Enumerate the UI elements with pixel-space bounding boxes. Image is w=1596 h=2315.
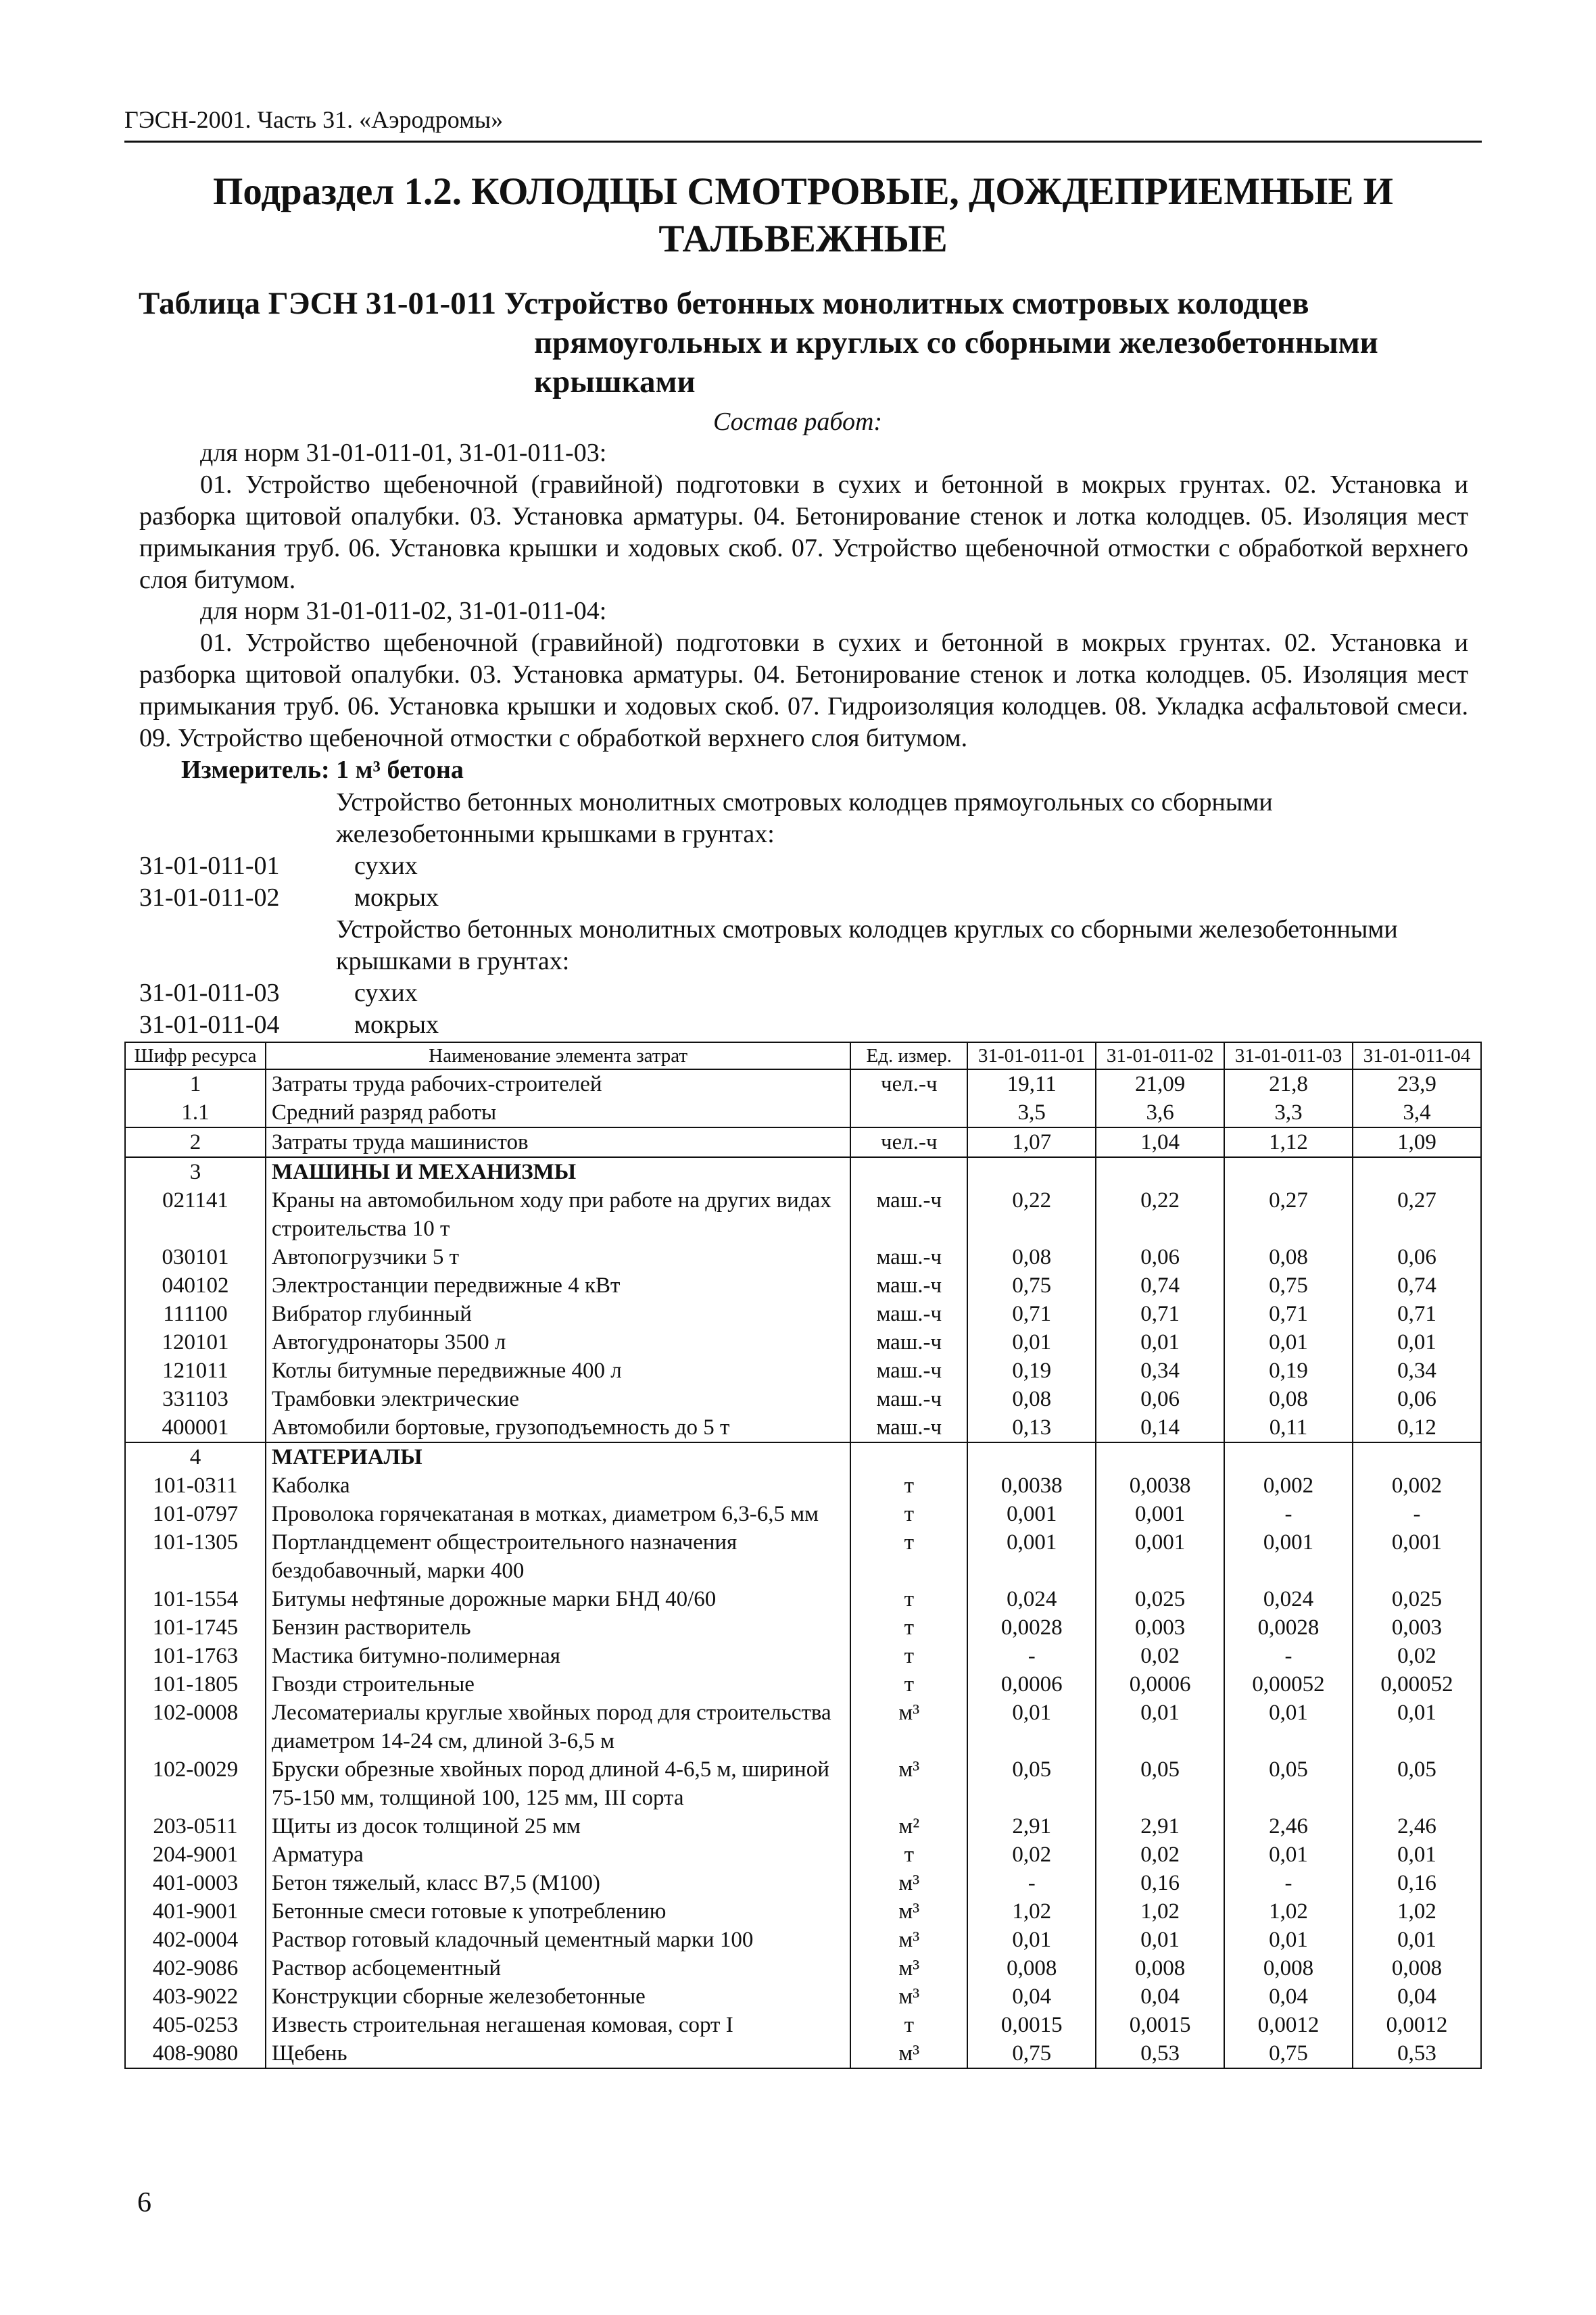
table-row xyxy=(125,1926,1481,1954)
norm-value: 0,27 xyxy=(1353,1186,1481,1243)
norm-value: 0,75 xyxy=(967,2039,1096,2068)
norm-value: 0,71 xyxy=(1224,1300,1353,1328)
col-header-norm: 31-01-011-04 xyxy=(1353,1042,1481,1069)
norm-value: 0,001 xyxy=(1224,1528,1353,1585)
norm-value: 3,3 xyxy=(1224,1098,1353,1127)
table-row xyxy=(125,1699,1481,1755)
resource-name: Затраты труда машинистов xyxy=(266,1127,850,1157)
resource-unit: т xyxy=(850,1613,967,1642)
norm-value: 0,008 xyxy=(1096,1954,1224,1982)
norm-value: 0,0015 xyxy=(967,2011,1096,2039)
resource-unit: т xyxy=(850,1500,967,1528)
table-caption-line2: прямоугольных и круглых со сборными железобетонными xyxy=(534,325,1378,360)
norm-value: 0,01 xyxy=(967,1926,1096,1954)
resource-unit: м³ xyxy=(850,1755,967,1812)
norm-code-label: мокрых xyxy=(354,883,439,912)
norm-value: 2,46 xyxy=(1224,1812,1353,1841)
norm-value xyxy=(1096,1442,1224,1471)
norm-value: 0,01 xyxy=(1224,1699,1353,1755)
norm-value: 0,00052 xyxy=(1224,1670,1353,1699)
page-number: 6 xyxy=(137,2187,151,2218)
table-row xyxy=(125,1385,1481,1413)
norm-value: 0,74 xyxy=(1353,1271,1481,1300)
norm-value: 0,01 xyxy=(1096,1328,1224,1357)
resource-unit: маш.-ч xyxy=(850,1300,967,1328)
table-caption-line1: Таблица ГЭСН 31-01-011 Устройство бетонных монолитных смотровых колодцев xyxy=(139,286,1309,321)
norm-value: 0,01 xyxy=(967,1699,1096,1755)
resource-code: 101-1805 xyxy=(125,1670,266,1699)
norm-value: 0,008 xyxy=(967,1954,1096,1982)
resource-code: 040102 xyxy=(125,1271,266,1300)
resource-name: Бензин растворитель xyxy=(266,1613,850,1642)
norm-value: 0,34 xyxy=(1096,1357,1224,1385)
resource-name: Автопогрузчики 5 т xyxy=(266,1243,850,1271)
resource-code: 021141 xyxy=(125,1186,266,1243)
norm-value: 0,06 xyxy=(1353,1243,1481,1271)
section-title-line1: Подраздел 1.2. КОЛОДЦЫ СМОТРОВЫЕ, ДОЖДЕПРИЕМНЫЕ И xyxy=(213,170,1393,213)
norm-code-line xyxy=(139,882,439,914)
resource-name: Проволока горячекатаная в мотках, диаметром 6,3-6,5 мм xyxy=(266,1500,850,1528)
header-rule xyxy=(124,141,1482,143)
table-row xyxy=(125,1585,1481,1613)
col-header-norm: 31-01-011-02 xyxy=(1096,1042,1224,1069)
col-header-name: Наименование элемента затрат xyxy=(266,1042,850,1069)
norm-value: 0,53 xyxy=(1353,2039,1481,2068)
norm-value: 1,02 xyxy=(1096,1897,1224,1926)
norm-value: 0,024 xyxy=(967,1585,1096,1613)
norm-value: 0,0015 xyxy=(1096,2011,1224,2039)
norm-value: 0,008 xyxy=(1224,1954,1353,1982)
norm-code-line xyxy=(139,977,418,1009)
norm-value: 0,008 xyxy=(1353,1954,1481,1982)
norm-value: 0,53 xyxy=(1096,2039,1224,2068)
norm-value: 0,75 xyxy=(967,1271,1096,1300)
resource-unit xyxy=(850,1442,967,1471)
resource-name: Щебень xyxy=(266,2039,850,2068)
resource-unit: чел.-ч xyxy=(850,1127,967,1157)
resource-code: 030101 xyxy=(125,1243,266,1271)
norm-value: 0,05 xyxy=(1096,1755,1224,1812)
resource-code: 101-0797 xyxy=(125,1500,266,1528)
norm-value: 0,01 xyxy=(1096,1699,1224,1755)
norm-value: 0,12 xyxy=(1353,1413,1481,1442)
norm-value: 0,16 xyxy=(1096,1869,1224,1897)
norm-value: 0,14 xyxy=(1096,1413,1224,1442)
norm-value: 0,06 xyxy=(1353,1385,1481,1413)
norm-value: 0,04 xyxy=(1096,1982,1224,2011)
norm-value: 3,6 xyxy=(1096,1098,1224,1127)
resource-code: 102-0008 xyxy=(125,1699,266,1755)
norm-value: 1,09 xyxy=(1353,1127,1481,1157)
resource-name: Бетонные смеси готовые к употреблению xyxy=(266,1897,850,1926)
norm-value xyxy=(1353,1442,1481,1471)
resource-unit: м³ xyxy=(850,1982,967,2011)
norm-value: 0,001 xyxy=(1353,1528,1481,1585)
norm-value: 0,01 xyxy=(1353,1328,1481,1357)
resource-name: МАШИНЫ И МЕХАНИЗМЫ xyxy=(266,1157,850,1186)
norm-value: 2,91 xyxy=(1096,1812,1224,1841)
norm-value: 0,04 xyxy=(1353,1982,1481,2011)
resource-name: Вибратор глубинный xyxy=(266,1300,850,1328)
resource-name: Битумы нефтяные дорожные марки БНД 40/60 xyxy=(266,1585,850,1613)
table-row xyxy=(125,1186,1481,1243)
resource-name: Арматура xyxy=(266,1841,850,1869)
table-body xyxy=(125,1069,1481,2068)
resource-name: Трамбовки электрические xyxy=(266,1385,850,1413)
norm-value: 0,01 xyxy=(1224,1328,1353,1357)
resource-unit: т xyxy=(850,1670,967,1699)
norm-value: 0,025 xyxy=(1096,1585,1224,1613)
norm-value: 0,27 xyxy=(1224,1186,1353,1243)
norm-value: 0,024 xyxy=(1224,1585,1353,1613)
resource-code: 405-0253 xyxy=(125,2011,266,2039)
norm-value: 0,11 xyxy=(1224,1413,1353,1442)
resource-unit: т xyxy=(850,1471,967,1500)
resource-unit: м³ xyxy=(850,1954,967,1982)
norms-group2-text: 01. Устройство щебеночной (гравийной) подготовки в сухих и бетонной в мокрых грунтах. 02. Установка и разборка щитовой опалубки. 03. Установка арматуры. 04. Бетонирование стенок и лотка колодцев. 05. Изоляция мест примыкания труб. 06. Установка крышки и ходовых скоб. 07. Гидроизоляция колодцев. 08. Укладка асфальтовой смеси. 09. Устройство щебеночной отмостки с обработкой верхнего слоя битумом. xyxy=(139,629,1468,752)
norm-value: 0,08 xyxy=(967,1243,1096,1271)
norm-code: 31-01-011-02 xyxy=(139,883,280,912)
resource-name: МАТЕРИАЛЫ xyxy=(266,1442,850,1471)
table-row xyxy=(125,1413,1481,1442)
resource-code: 101-1763 xyxy=(125,1642,266,1670)
norm-value: 1,04 xyxy=(1096,1127,1224,1157)
norm-value: 0,19 xyxy=(1224,1357,1353,1385)
section-title-line2: ТАЛЬВЕЖНЫЕ xyxy=(658,218,948,260)
norm-code: 31-01-011-01 xyxy=(139,852,280,880)
norm-description-1: Устройство бетонных монолитных смотровых колодцев прямоугольных со сборными железобетонными крышками в грунтах: xyxy=(336,788,1273,848)
col-header-unit: Ед. измер. xyxy=(850,1042,967,1069)
norm-value: 0,0038 xyxy=(1096,1471,1224,1500)
table-row xyxy=(125,1670,1481,1699)
resource-code: 101-1554 xyxy=(125,1585,266,1613)
norm-value: 0,025 xyxy=(1353,1585,1481,1613)
norm-value: 0,02 xyxy=(1096,1841,1224,1869)
resource-code: 4 xyxy=(125,1442,266,1471)
resource-code: 101-1305 xyxy=(125,1528,266,1585)
norm-value: 0,13 xyxy=(967,1413,1096,1442)
resource-unit: т xyxy=(850,1585,967,1613)
norm-value: 0,08 xyxy=(967,1385,1096,1413)
norm-value: 0,06 xyxy=(1096,1385,1224,1413)
norm-value: 1,07 xyxy=(967,1127,1096,1157)
norm-value xyxy=(1096,1157,1224,1186)
norm-value: 0,00052 xyxy=(1353,1670,1481,1699)
norm-value: 0,01 xyxy=(1353,1699,1481,1755)
norm-value: 0,01 xyxy=(1224,1926,1353,1954)
norm-value: 21,09 xyxy=(1096,1069,1224,1098)
resource-code: 402-9086 xyxy=(125,1954,266,1982)
table-row xyxy=(125,1869,1481,1897)
table-row xyxy=(125,1613,1481,1642)
table-row xyxy=(125,1069,1481,1098)
norm-value: 0,0006 xyxy=(967,1670,1096,1699)
norm-value: 3,5 xyxy=(967,1098,1096,1127)
resource-unit: чел.-ч xyxy=(850,1069,967,1098)
resource-unit xyxy=(850,1157,967,1186)
norm-value: 0,02 xyxy=(1353,1642,1481,1670)
norm-value: 0,19 xyxy=(967,1357,1096,1385)
col-header-norm: 31-01-011-01 xyxy=(967,1042,1096,1069)
resource-unit: маш.-ч xyxy=(850,1413,967,1442)
norm-description-2: Устройство бетонных монолитных смотровых колодцев круглых со сборными железобетонными крышками в грунтах: xyxy=(336,915,1398,975)
norm-code-label: сухих xyxy=(354,979,418,1007)
resource-code: 203-0511 xyxy=(125,1812,266,1841)
norm-value: 2,91 xyxy=(967,1812,1096,1841)
table-row xyxy=(125,1243,1481,1271)
running-header: ГЭСН-2001. Часть 31. «Аэродромы» xyxy=(124,106,504,133)
resource-code: 2 xyxy=(125,1127,266,1157)
resource-code: 403-9022 xyxy=(125,1982,266,2011)
resource-unit: маш.-ч xyxy=(850,1271,967,1300)
norm-value: 0,001 xyxy=(1096,1528,1224,1585)
resource-unit: маш.-ч xyxy=(850,1328,967,1357)
norm-value: - xyxy=(1224,1869,1353,1897)
norm-value: 0,22 xyxy=(967,1186,1096,1243)
resource-unit xyxy=(850,1098,967,1127)
resource-table xyxy=(124,1042,1482,2069)
table-header-row xyxy=(125,1042,1481,1069)
table-row xyxy=(125,1127,1481,1157)
norm-value: 0,71 xyxy=(967,1300,1096,1328)
resource-code: 101-1745 xyxy=(125,1613,266,1642)
norms-group1-text: 01. Устройство щебеночной (гравийной) подготовки в сухих и бетонной в мокрых грунтах. 02. Установка и разборка щитовой опалубки. 03. Установка арматуры. 04. Бетонирование стенок и лотка колодцев. 05. Изоляция мест примыкания труб. 06. Установка крышки и ходовых скоб. 07. Устройство щебеночной отмостки с обработкой верхнего слоя битумом. xyxy=(139,470,1468,594)
resource-unit: м³ xyxy=(850,1897,967,1926)
resource-code: 402-0004 xyxy=(125,1926,266,1954)
norm-value: 0,0028 xyxy=(967,1613,1096,1642)
norm-value: 0,003 xyxy=(1353,1613,1481,1642)
norm-value xyxy=(967,1442,1096,1471)
resource-code: 121011 xyxy=(125,1357,266,1385)
resource-code: 331103 xyxy=(125,1385,266,1413)
resource-unit: т xyxy=(850,1841,967,1869)
table-row xyxy=(125,1755,1481,1812)
resource-name: Раствор асбоцементный xyxy=(266,1954,850,1982)
norm-value: 0,0038 xyxy=(967,1471,1096,1500)
norm-value: 19,11 xyxy=(967,1069,1096,1098)
resource-code: 401-0003 xyxy=(125,1869,266,1897)
resource-unit: т xyxy=(850,2011,967,2039)
norm-value: 0,08 xyxy=(1224,1243,1353,1271)
measure-unit: Измеритель: 1 м³ бетона xyxy=(181,756,464,784)
norm-value: 1,12 xyxy=(1224,1127,1353,1157)
resource-name: Мастика битумно-полимерная xyxy=(266,1642,850,1670)
norm-value: 0,0006 xyxy=(1096,1670,1224,1699)
resource-code: 120101 xyxy=(125,1328,266,1357)
table-row xyxy=(125,1300,1481,1328)
norm-value: 0,002 xyxy=(1353,1471,1481,1500)
resource-name: Краны на автомобильном ходу при работе на других видах строительства 10 т xyxy=(266,1186,850,1243)
table-row xyxy=(125,1098,1481,1127)
table-section-row xyxy=(125,1157,1481,1186)
table-caption-line3: крышками xyxy=(534,364,696,399)
norm-value: 0,0028 xyxy=(1224,1613,1353,1642)
resource-name: Электростанции передвижные 4 кВт xyxy=(266,1271,850,1300)
norm-value: 0,002 xyxy=(1224,1471,1353,1500)
norm-value: 0,74 xyxy=(1096,1271,1224,1300)
resource-name: Средний разряд работы xyxy=(266,1098,850,1127)
norm-value: - xyxy=(967,1869,1096,1897)
resource-unit: маш.-ч xyxy=(850,1385,967,1413)
norm-code-line xyxy=(139,1009,439,1041)
norms-group2-label: для норм 31-01-011-02, 31-01-011-04: xyxy=(200,597,607,625)
norm-value: 0,06 xyxy=(1096,1243,1224,1271)
resource-name: Каболка xyxy=(266,1471,850,1500)
norm-value: 0,01 xyxy=(1096,1926,1224,1954)
resource-unit: м² xyxy=(850,1812,967,1841)
table-row xyxy=(125,2011,1481,2039)
table-row xyxy=(125,1642,1481,1670)
norm-value: - xyxy=(967,1642,1096,1670)
norm-value: 0,0012 xyxy=(1353,2011,1481,2039)
table-row xyxy=(125,1500,1481,1528)
col-header-norm: 31-01-011-03 xyxy=(1224,1042,1353,1069)
resource-name: Автомобили бортовые, грузоподъемность до 5 т xyxy=(266,1413,850,1442)
composition-label: Состав работ: xyxy=(713,408,883,436)
norm-value: 0,75 xyxy=(1224,2039,1353,2068)
norm-value: 1,02 xyxy=(1224,1897,1353,1926)
norm-code-label: мокрых xyxy=(354,1010,439,1039)
norm-value: 23,9 xyxy=(1353,1069,1481,1098)
table-row xyxy=(125,1357,1481,1385)
table-row xyxy=(125,1471,1481,1500)
resource-code: 1.1 xyxy=(125,1098,266,1127)
norm-value: 0,34 xyxy=(1353,1357,1481,1385)
norm-value: 0,001 xyxy=(1096,1500,1224,1528)
norm-value: - xyxy=(1224,1500,1353,1528)
norm-value: 0,75 xyxy=(1224,1271,1353,1300)
resource-name: Автогудронаторы 3500 л xyxy=(266,1328,850,1357)
table-row xyxy=(125,1841,1481,1869)
norm-value: 0,05 xyxy=(967,1755,1096,1812)
norm-value: 0,02 xyxy=(967,1841,1096,1869)
norm-value: 0,01 xyxy=(967,1328,1096,1357)
norm-value xyxy=(1353,1157,1481,1186)
resource-code: 101-0311 xyxy=(125,1471,266,1500)
resource-unit: м³ xyxy=(850,2039,967,2068)
resource-name: Лесоматериалы круглые хвойных пород для строительства диаметром 14-24 см, длиной 3-6,5 м xyxy=(266,1699,850,1755)
resource-code: 3 xyxy=(125,1157,266,1186)
resource-unit: т xyxy=(850,1642,967,1670)
norm-value xyxy=(1224,1157,1353,1186)
table-section-row xyxy=(125,1442,1481,1471)
norm-value xyxy=(967,1157,1096,1186)
table-row xyxy=(125,1328,1481,1357)
norm-value: - xyxy=(1353,1500,1481,1528)
col-header-code: Шифр ресурса xyxy=(125,1042,266,1069)
resource-unit: маш.-ч xyxy=(850,1243,967,1271)
norm-value: 0,08 xyxy=(1224,1385,1353,1413)
norm-value: 0,003 xyxy=(1096,1613,1224,1642)
norm-value: 3,4 xyxy=(1353,1098,1481,1127)
resource-code: 111100 xyxy=(125,1300,266,1328)
table-row xyxy=(125,1528,1481,1585)
norm-value: 0,71 xyxy=(1096,1300,1224,1328)
table-row xyxy=(125,1954,1481,1982)
norm-value: 0,01 xyxy=(1224,1841,1353,1869)
resource-code: 102-0029 xyxy=(125,1755,266,1812)
norm-value: 0,04 xyxy=(1224,1982,1353,2011)
resource-name: Известь строительная негашеная комовая, сорт I xyxy=(266,2011,850,2039)
table-row xyxy=(125,1812,1481,1841)
resource-name: Котлы битумные передвижные 400 л xyxy=(266,1357,850,1385)
norm-value: 21,8 xyxy=(1224,1069,1353,1098)
resource-code: 1 xyxy=(125,1069,266,1098)
norm-value: 0,05 xyxy=(1353,1755,1481,1812)
norm-value: 0,22 xyxy=(1096,1186,1224,1243)
norm-value: 0,001 xyxy=(967,1500,1096,1528)
resource-code: 400001 xyxy=(125,1413,266,1442)
resource-unit: м³ xyxy=(850,1926,967,1954)
norm-value: 0,01 xyxy=(1353,1841,1481,1869)
norm-value: 0,01 xyxy=(1353,1926,1481,1954)
resource-unit: маш.-ч xyxy=(850,1186,967,1243)
resource-code: 204-9001 xyxy=(125,1841,266,1869)
resource-unit: м³ xyxy=(850,1869,967,1897)
resource-name: Портландцемент общестроительного назначения бездобавочный, марки 400 xyxy=(266,1528,850,1585)
table-row xyxy=(125,1271,1481,1300)
resource-unit: маш.-ч xyxy=(850,1357,967,1385)
norms-group1-label: для норм 31-01-011-01, 31-01-011-03: xyxy=(200,439,607,467)
resource-unit: т xyxy=(850,1528,967,1585)
resource-name: Конструкции сборные железобетонные xyxy=(266,1982,850,2011)
resource-code: 408-9080 xyxy=(125,2039,266,2068)
resource-name: Раствор готовый кладочный цементный марки 100 xyxy=(266,1926,850,1954)
norm-value: 0,0012 xyxy=(1224,2011,1353,2039)
norm-value: 0,71 xyxy=(1353,1300,1481,1328)
resource-name: Бруски обрезные хвойных пород длиной 4-6,5 м, шириной 75-150 мм, толщиной 100, 125 мм, III сорта xyxy=(266,1755,850,1812)
norm-code: 31-01-011-04 xyxy=(139,1010,280,1039)
norm-value: 1,02 xyxy=(1353,1897,1481,1926)
resource-name: Затраты труда рабочих-строителей xyxy=(266,1069,850,1098)
resource-name: Щиты из досок толщиной 25 мм xyxy=(266,1812,850,1841)
resource-unit: м³ xyxy=(850,1699,967,1755)
norm-value: 0,02 xyxy=(1096,1642,1224,1670)
resource-code: 401-9001 xyxy=(125,1897,266,1926)
norm-code: 31-01-011-03 xyxy=(139,979,280,1007)
table-row xyxy=(125,1897,1481,1926)
norm-value xyxy=(1224,1442,1353,1471)
resource-name: Бетон тяжелый, класс В7,5 (М100) xyxy=(266,1869,850,1897)
norm-value: 0,04 xyxy=(967,1982,1096,2011)
norm-code-label: сухих xyxy=(354,852,418,880)
norm-value: 0,001 xyxy=(967,1528,1096,1585)
norm-value: 2,46 xyxy=(1353,1812,1481,1841)
table-row xyxy=(125,2039,1481,2068)
norm-value: - xyxy=(1224,1642,1353,1670)
norm-value: 1,02 xyxy=(967,1897,1096,1926)
table-row xyxy=(125,1982,1481,2011)
resource-name: Гвозди строительные xyxy=(266,1670,850,1699)
norm-code-line xyxy=(139,850,418,882)
norm-value: 0,05 xyxy=(1224,1755,1353,1812)
norm-value: 0,16 xyxy=(1353,1869,1481,1897)
